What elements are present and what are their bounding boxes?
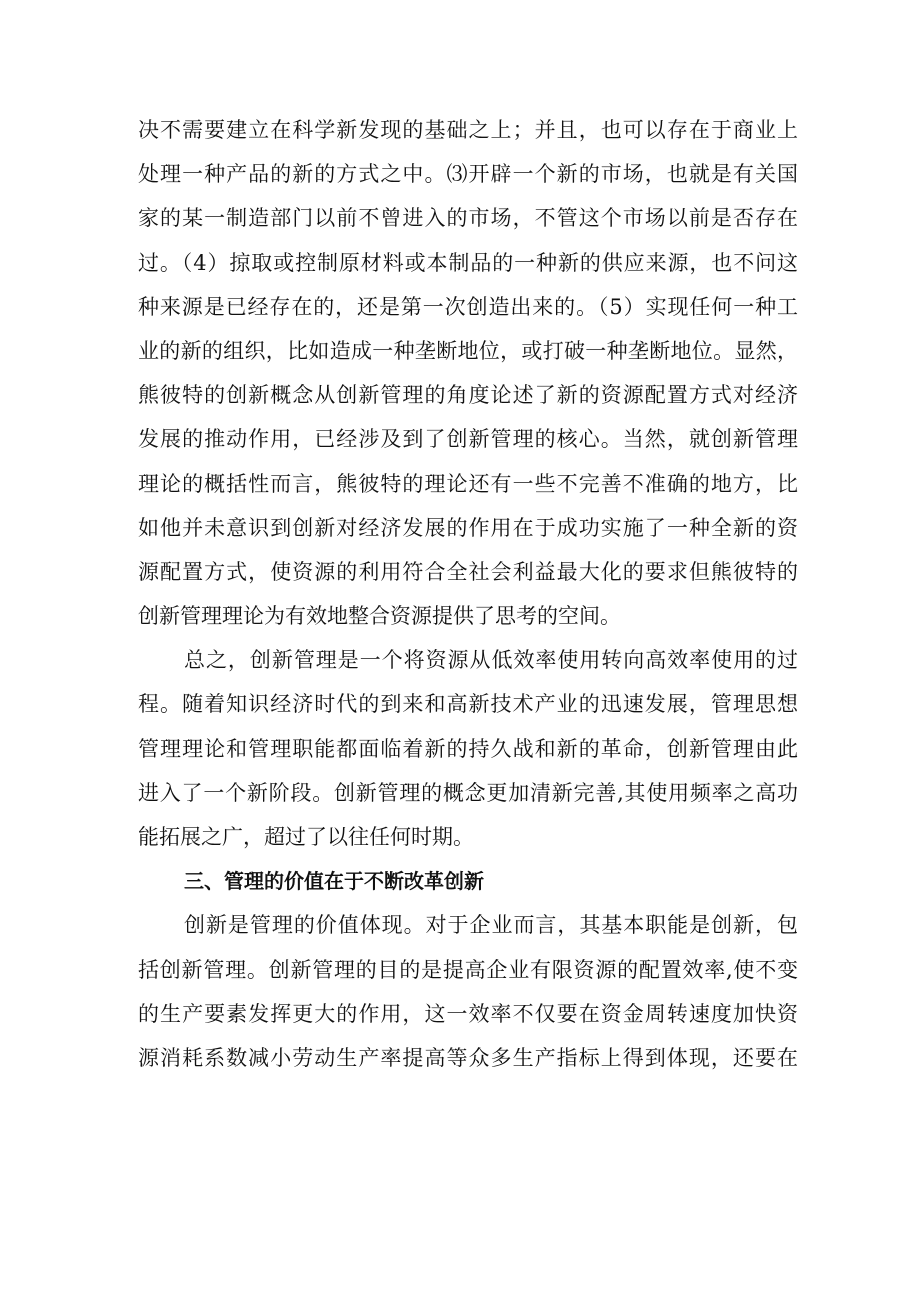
text-line: 创新管理理论为有效地整合资源提供了思考的空间。 [138,604,621,629]
text-line: 能拓展之广，超过了以往任何时期。 [138,825,474,849]
text-line: 过。（4）掠取或控制原材料或本制品的一种新的供应来源，也不问这 [138,250,798,275]
text-line: 如他并未意识到创新对经济发展的作用在于成功实施了一种全新的资 [138,515,798,540]
text-line: 管理理论和管理职能都面临着新的持久战和新的革命，创新管理由此 [138,736,798,761]
text-line: 理论的概括性而言，熊彼特的理论还有一些不完善不准确的地方，比 [138,471,798,496]
document-body [138,108,798,1080]
text-line: 总之，创新管理是一个将资源从低效率使用转向高效率使用的过 [184,648,798,673]
text-line: 熊彼特的创新概念从创新管理的角度论述了新的资源配置方式对经济 [138,383,798,408]
text-line: 源配置方式，使资源的利用符合全社会利益最大化的要求但熊彼特的 [138,559,798,584]
text-line: 处理一种产品的新的方式之中。⑶开辟一个新的市场，也就是有关国 [138,162,798,187]
text-line: 种来源是已经存在的，还是第一次创造出来的。（5）实现任何一种工 [138,294,798,319]
section-heading: 三、管理的价值在于不断改革创新 [184,869,484,894]
text-line: 创新是管理的价值体现。对于企业而言，其基本职能是创新，包 [184,913,798,938]
paragraph-3 [138,903,798,1080]
paragraph-1 [138,108,798,638]
text-line: 的生产要素发挥更大的作用，这一效率不仅要在资金周转速度加快资 [138,1001,798,1026]
text-line: 业的新的组织，比如造成一种垄断地位，或打破一种垄断地位。显然， [138,338,798,363]
text-line: 进入了一个新阶段。创新管理的概念更加清新完善,其使用频率之高功 [138,780,798,805]
paragraph-2 [138,638,798,859]
text-line: 源消耗系数减小劳动生产率提高等众多生产指标上得到体现，还要在 [138,1045,798,1070]
text-line: 程。随着知识经济时代的到来和高新技术产业的迅速发展，管理思想 [138,692,798,717]
text-line: 括创新管理。创新管理的目的是提高企业有限资源的配置效率,使不变 [138,957,798,982]
text-line: 决不需要建立在科学新发现的基础之上；并且，也可以存在于商业上 [138,118,798,142]
text-line: 家的某一制造部门以前不曾进入的市场，不管这个市场以前是否存在 [138,206,798,231]
text-line: 发展的推动作用，已经涉及到了创新管理的核心。当然，就创新管理 [138,427,798,452]
